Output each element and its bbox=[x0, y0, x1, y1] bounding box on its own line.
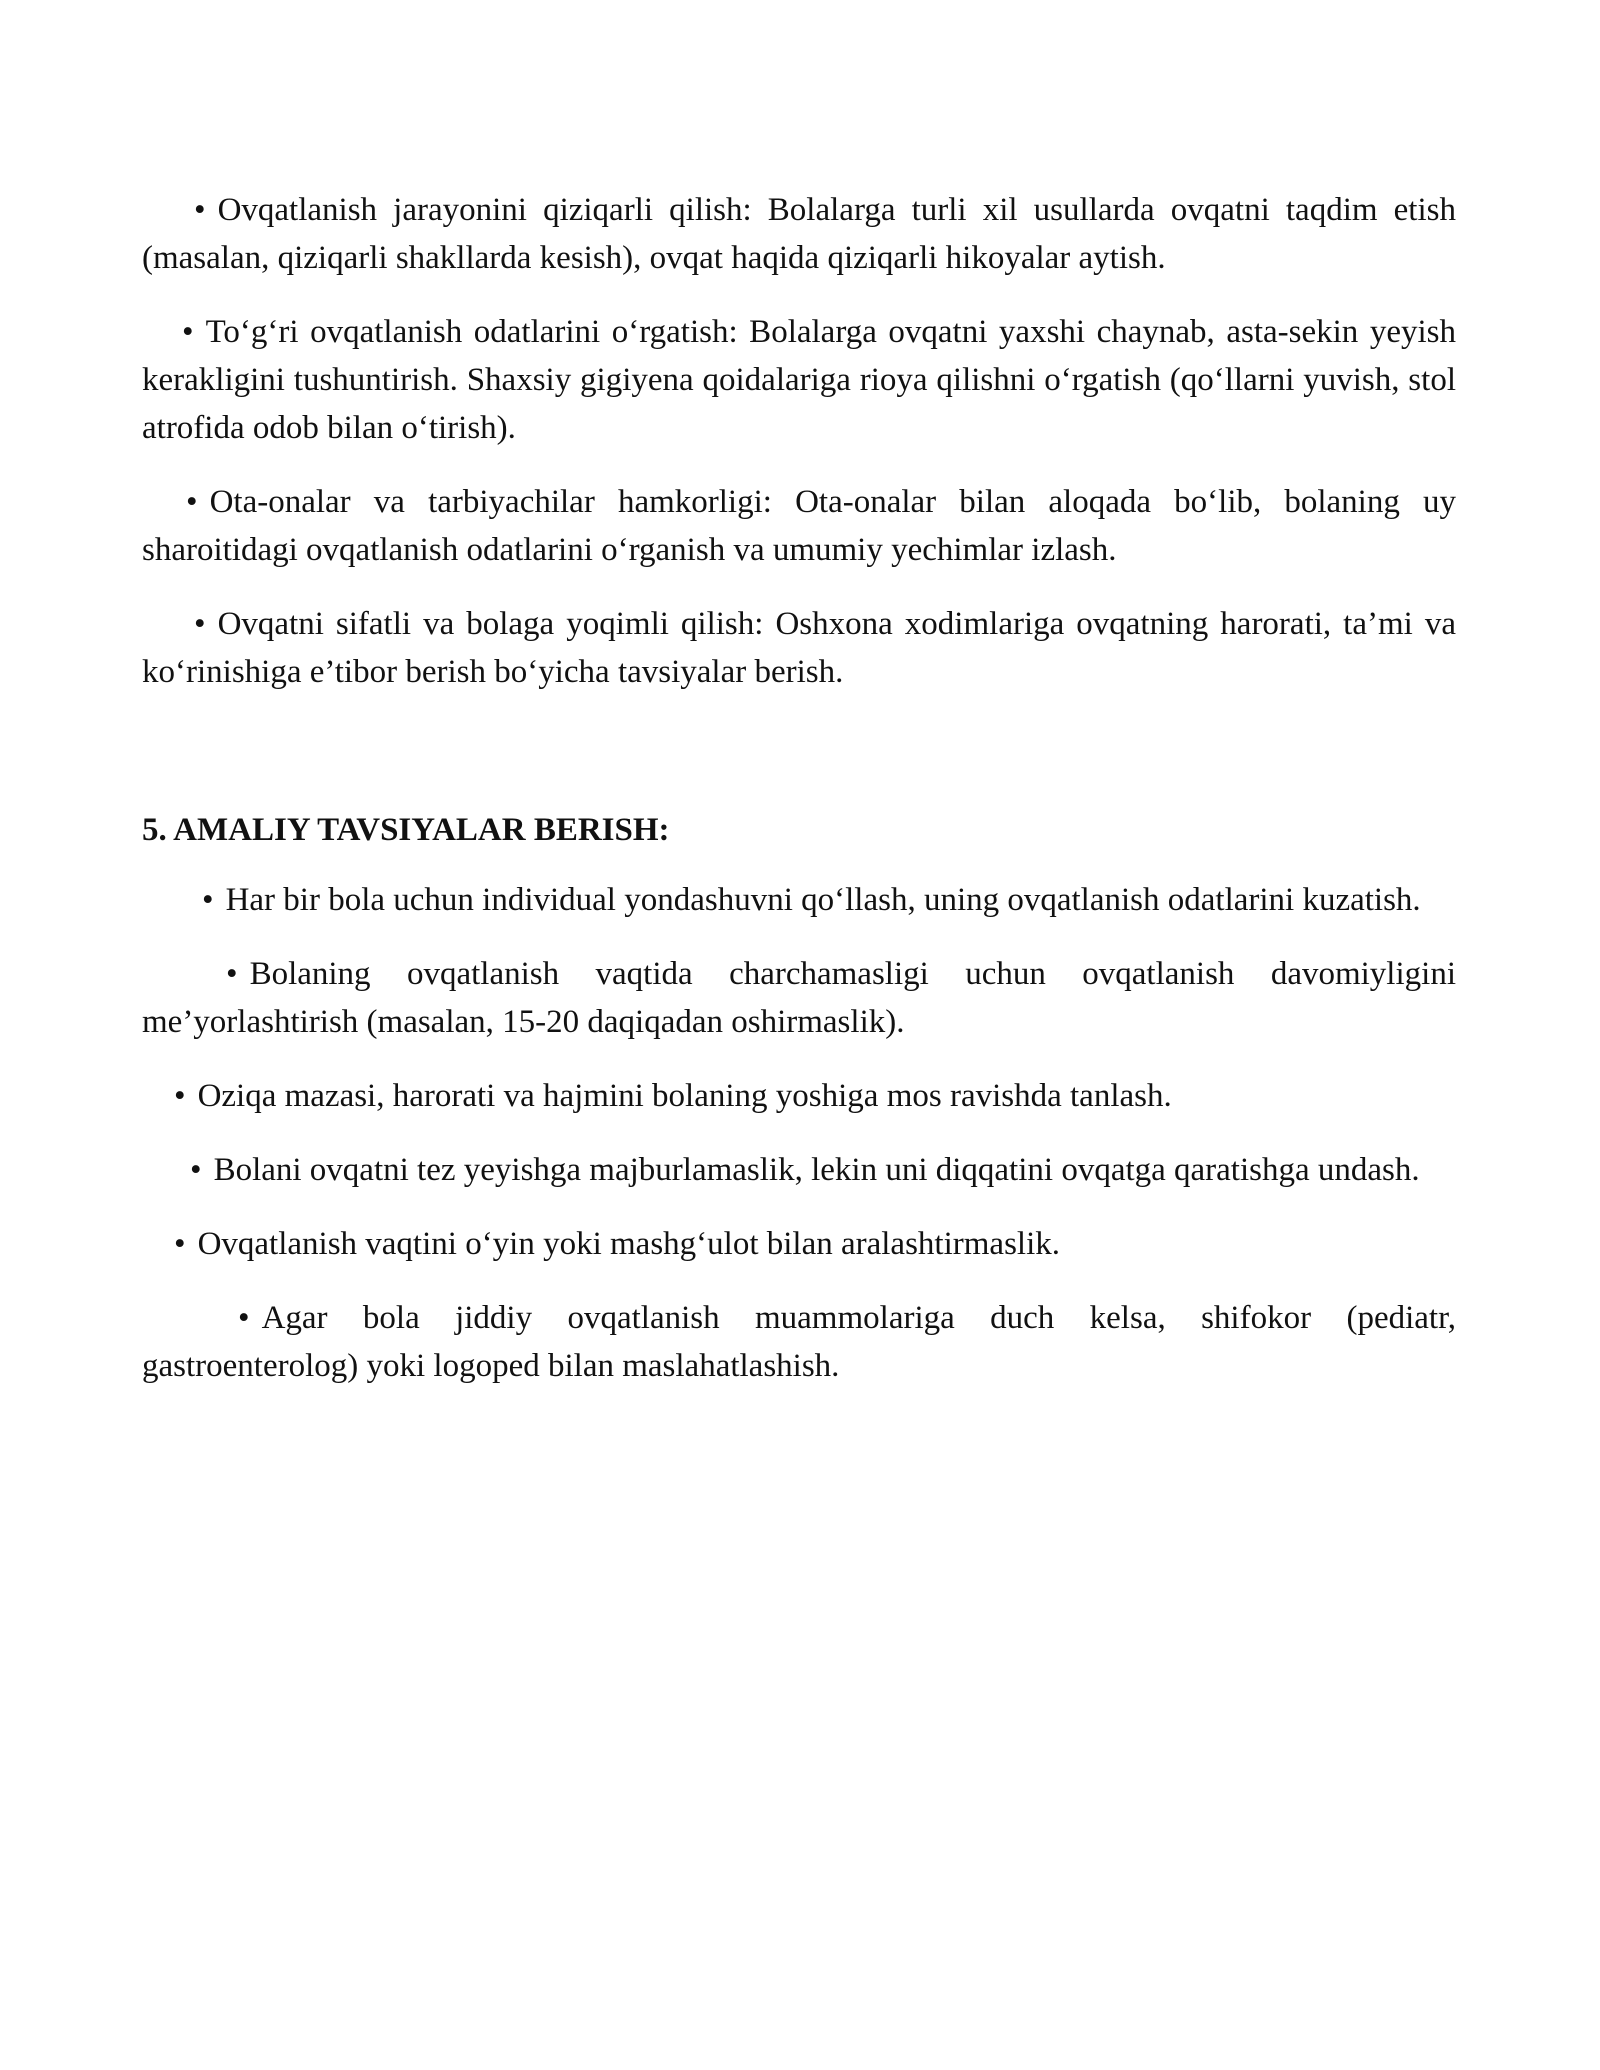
bullet-icon: • bbox=[190, 1152, 202, 1188]
bullet-icon: • bbox=[186, 484, 198, 520]
bullet-icon: • bbox=[194, 192, 206, 228]
bullet-paragraph bbox=[142, 876, 1456, 924]
bullet-paragraph bbox=[142, 478, 1456, 574]
bullet-icon: • bbox=[174, 1078, 186, 1114]
bullet-text: Bolaning ovqatlanish vaqtida charchamasligi uchun ovqatlanish davomiyligini me’yorlashtirish (masalan, 15-20 daqiqadan oshirmaslik). bbox=[142, 956, 1456, 1040]
bullet-paragraph bbox=[142, 950, 1456, 1046]
bullet-text: Har bir bola uchun individual yondashuvni qo‘llash, uning ovqatlanish odatlarini kuzatish. bbox=[225, 882, 1421, 918]
bullet-text: Oziqa mazasi, harorati va hajmini bolaning yoshiga mos ravishda tanlash. bbox=[197, 1078, 1172, 1114]
bullet-icon: • bbox=[238, 1300, 250, 1336]
bullet-icon: • bbox=[194, 606, 206, 642]
bullet-paragraph bbox=[142, 186, 1456, 282]
bullet-text: To‘g‘ri ovqatlanish odatlarini o‘rgatish: Bolalarga ovqatni yaxshi chaynab, asta-sekin yeyish kerakligini tushuntirish. Shaxsiy gigiyena qoidalariga rioya qilishni o‘rgatish (qo‘llarni yuvish, stol atrofida odob bilan o‘tirish). bbox=[142, 314, 1456, 446]
bullet-paragraph bbox=[142, 1220, 1456, 1268]
bullet-text: Agar bola jiddiy ovqatlanish muammolariga duch kelsa, shifokor (pediatr, gastroenterolog) yoki logoped bilan maslahatlashish. bbox=[142, 1300, 1456, 1384]
bullet-text: Bolani ovqatni tez yeyishga majburlamaslik, lekin uni diqqatini ovqatga qaratishga undash. bbox=[213, 1152, 1420, 1188]
bullet-icon: • bbox=[182, 314, 194, 350]
bullet-text: Ovqatlanish vaqtini o‘yin yoki mashg‘ulot bilan aralashtirmaslik. bbox=[197, 1226, 1060, 1262]
bullet-icon: • bbox=[202, 882, 214, 918]
bullet-text: Ota-onalar va tarbiyachilar hamkorligi: Ota-onalar bilan aloqada bo‘lib, bolaning uy sharoitidagi ovqatlanish odatlarini o‘rganish va umumiy yechimlar izlash. bbox=[142, 484, 1456, 568]
bullet-paragraph bbox=[142, 600, 1456, 696]
bullet-paragraph bbox=[142, 308, 1456, 452]
section-heading: 5. AMALIY TAVSIYALAR BERISH: bbox=[142, 812, 670, 848]
bullet-paragraph bbox=[142, 1146, 1456, 1194]
bullet-text: Ovqatlanish jarayonini qiziqarli qilish: Bolalarga turli xil usullarda ovqatni taqdim etish (masalan, qiziqarli shakllarda kesish), ovqat haqida qiziqarli hikoyalar aytish. bbox=[142, 192, 1456, 276]
bullet-paragraph bbox=[142, 1294, 1456, 1390]
bullet-text: Ovqatni sifatli va bolaga yoqimli qilish: Oshxona xodimlariga ovqatning harorati, ta’mi va ko‘rinishiga e’tibor berish bo‘yicha tavsiyalar berish. bbox=[142, 606, 1456, 690]
document-body bbox=[142, 186, 1456, 1416]
bullet-paragraph bbox=[142, 1072, 1456, 1120]
bullet-icon: • bbox=[174, 1226, 186, 1262]
bullet-icon: • bbox=[226, 956, 238, 992]
